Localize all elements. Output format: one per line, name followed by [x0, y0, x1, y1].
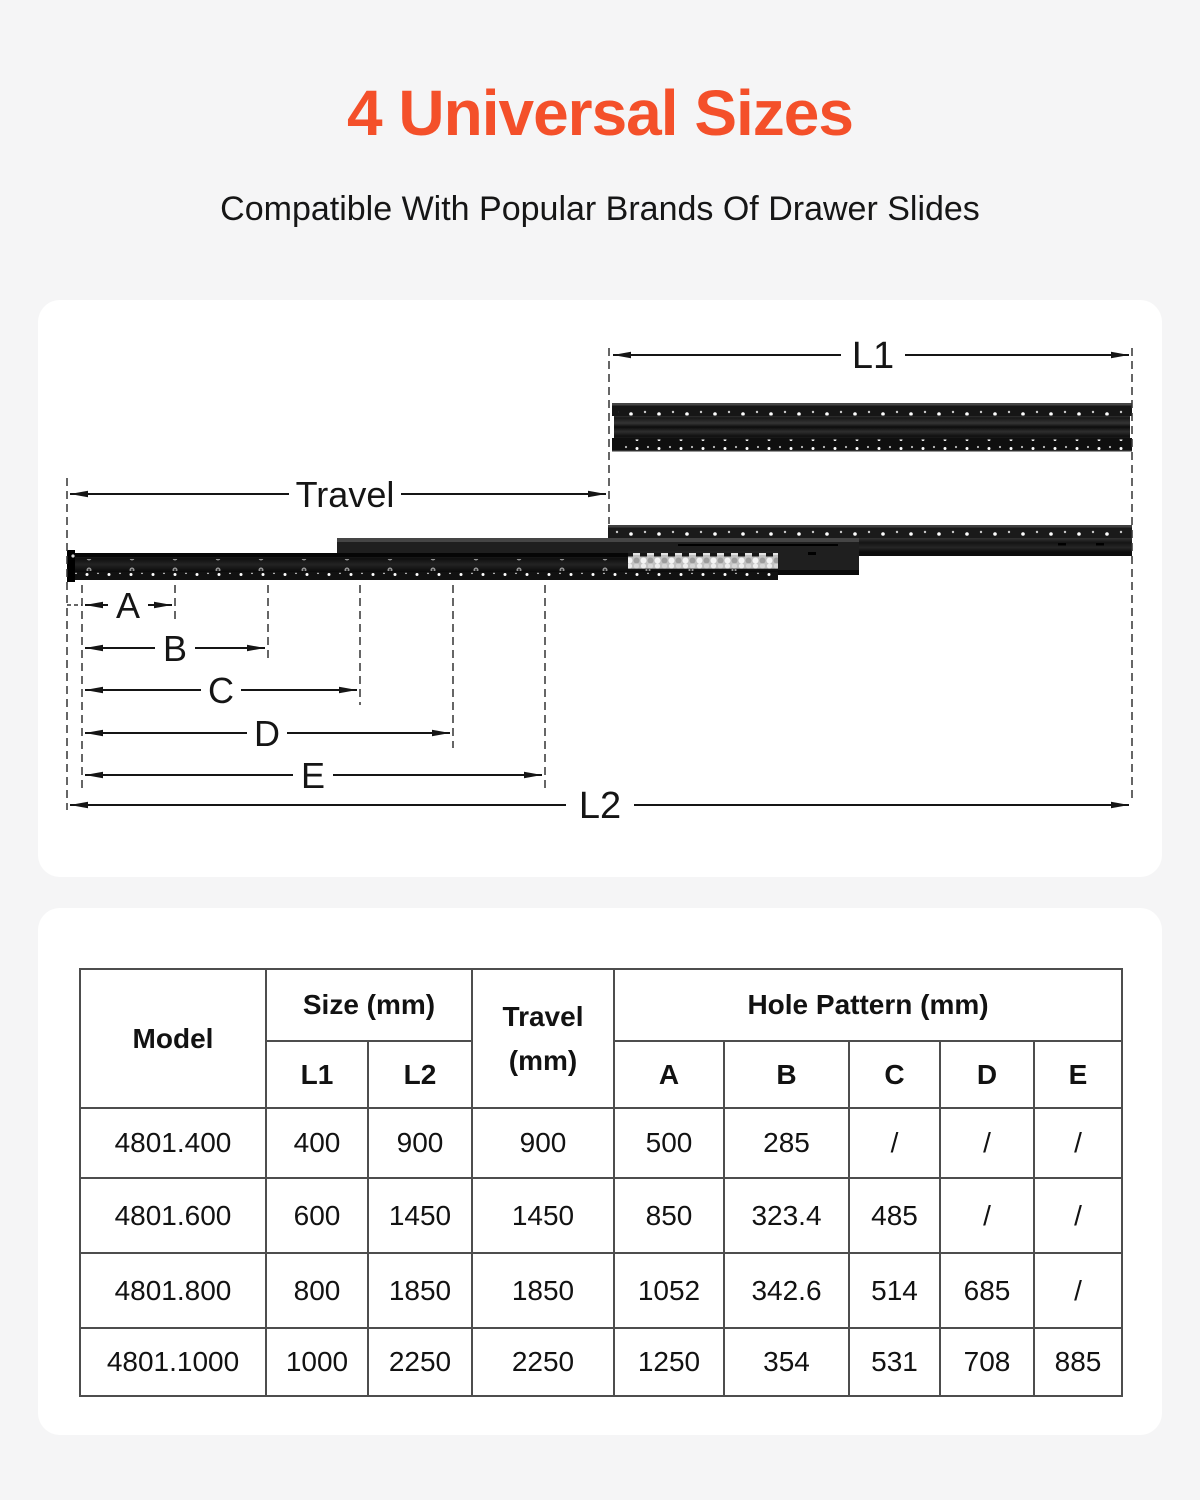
- table-cell-model: 4801.600: [80, 1178, 266, 1253]
- table-cell-model: 4801.800: [80, 1253, 266, 1328]
- table-cell: 800: [266, 1253, 368, 1328]
- col-size-group-header: Size (mm): [266, 969, 472, 1041]
- page-subtitle: Compatible With Popular Brands Of Drawer Slides: [220, 190, 980, 228]
- col-hole-pattern-group-header: Hole Pattern (mm): [614, 969, 1122, 1041]
- table-cell: 600: [266, 1178, 368, 1253]
- dimension-label-b: B: [162, 628, 188, 669]
- table-cell: 900: [472, 1108, 614, 1178]
- table-cell: 1850: [472, 1253, 614, 1328]
- table-cell: 1000: [266, 1328, 368, 1396]
- col-l1-header: L1: [266, 1041, 368, 1108]
- dimension-label-l2: L2: [578, 785, 622, 827]
- dimension-label-c: C: [208, 670, 234, 711]
- table-cell: /: [849, 1108, 940, 1178]
- table-cell: /: [1034, 1253, 1122, 1328]
- table-cell: 708: [940, 1328, 1034, 1396]
- table-cell: 285: [724, 1108, 849, 1178]
- table-cell: 2250: [472, 1328, 614, 1396]
- slide-dimension-diagram: [38, 300, 1162, 877]
- table-cell: /: [1034, 1178, 1122, 1253]
- extended-slide-illustration: [67, 525, 1132, 582]
- table-cell: 2250: [368, 1328, 472, 1396]
- col-a-header: A: [614, 1041, 724, 1108]
- table-cell: 1450: [368, 1178, 472, 1253]
- table-cell: 400: [266, 1108, 368, 1178]
- table-cell: 514: [849, 1253, 940, 1328]
- table-cell: 485: [849, 1178, 940, 1253]
- dimension-label-a: A: [115, 585, 141, 626]
- table-cell: /: [940, 1108, 1034, 1178]
- dimension-label-d: D: [254, 713, 280, 754]
- table-header-row-groups: [80, 969, 1122, 1041]
- table-row: [80, 1108, 1122, 1178]
- spec-table-card: [38, 908, 1162, 1435]
- table-cell: /: [940, 1178, 1034, 1253]
- table-row: [80, 1178, 1122, 1253]
- dimension-label-travel: Travel: [295, 474, 395, 515]
- table-cell: 531: [849, 1328, 940, 1396]
- col-e-header: E: [1034, 1041, 1122, 1108]
- spec-table: [79, 968, 1123, 1397]
- col-d-header: D: [940, 1041, 1034, 1108]
- table-row: [80, 1328, 1122, 1396]
- table-cell: 850: [614, 1178, 724, 1253]
- closed-slide-illustration: [612, 403, 1132, 452]
- table-cell: 885: [1034, 1328, 1122, 1396]
- diagram-card: [38, 300, 1162, 877]
- table-cell-model: 4801.1000: [80, 1328, 266, 1396]
- col-l2-header: L2: [368, 1041, 472, 1108]
- table-cell: 685: [940, 1253, 1034, 1328]
- table-cell-model: 4801.400: [80, 1108, 266, 1178]
- col-model-header: Model: [80, 969, 266, 1108]
- dimension-label-e: E: [300, 755, 326, 796]
- table-row: [80, 1253, 1122, 1328]
- table-cell: 1850: [368, 1253, 472, 1328]
- table-cell: 354: [724, 1328, 849, 1396]
- table-cell: 1450: [472, 1178, 614, 1253]
- table-cell: 900: [368, 1108, 472, 1178]
- col-travel-header: Travel (mm): [472, 969, 614, 1108]
- table-cell: 1052: [614, 1253, 724, 1328]
- col-c-header: C: [849, 1041, 940, 1108]
- table-cell: 1250: [614, 1328, 724, 1396]
- table-cell: 500: [614, 1108, 724, 1178]
- table-cell: 323.4: [724, 1178, 849, 1253]
- dimension-label-l1: L1: [851, 335, 895, 377]
- table-cell: /: [1034, 1108, 1122, 1178]
- col-b-header: B: [724, 1041, 849, 1108]
- page-title: 4 Universal Sizes: [347, 77, 853, 149]
- table-cell: 342.6: [724, 1253, 849, 1328]
